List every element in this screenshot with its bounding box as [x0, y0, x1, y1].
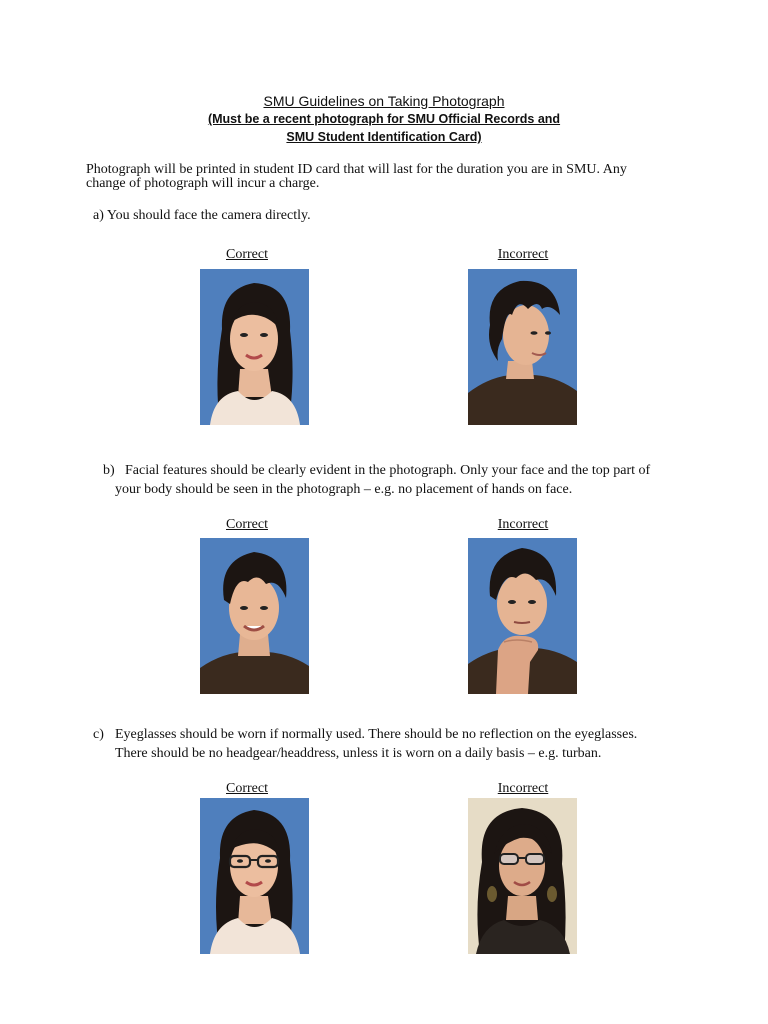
label-correct-a: Correct	[226, 247, 268, 262]
guideline-b-marker: b)	[103, 463, 115, 478]
photo-incorrect-hand-on-face	[468, 538, 577, 694]
intro-line-1: Photograph will be printed in student ID card that will last for the duration you are in SMU. Any	[86, 162, 627, 177]
photo-incorrect-face-turned	[468, 269, 577, 425]
guideline-b-line-1	[103, 461, 703, 480]
guideline-a-marker: a)	[93, 208, 104, 223]
guideline-c-line-1	[93, 725, 713, 744]
intro-paragraph	[86, 163, 686, 191]
guideline-b-text-2: your body should be seen in the photograph – e.g. no placement of hands on face.	[115, 482, 573, 497]
guideline-b	[103, 461, 703, 499]
subtitle-line-1: (Must be a recent photograph for SMU Official Records and	[207, 112, 561, 126]
guideline-c	[93, 725, 713, 763]
label-incorrect-a: Incorrect	[497, 247, 549, 262]
guideline-c-marker: c)	[93, 727, 104, 742]
intro-line-2: change of photograph will incur a charge.	[86, 176, 320, 191]
guideline-c-text-2: There should be no headgear/headdress, unless it is worn on a daily basis – e.g. turban.	[115, 746, 602, 761]
page-title: SMU Guidelines on Taking Photograph	[263, 93, 505, 109]
label-correct-b: Correct	[226, 517, 268, 532]
label-incorrect-c: Incorrect	[497, 781, 549, 796]
photo-correct-clear-features	[200, 538, 309, 694]
label-correct-c: Correct	[226, 781, 268, 796]
guideline-a	[93, 206, 311, 225]
photo-correct-eyeglasses	[200, 798, 309, 954]
subtitle-line-2: SMU Student Identification Card)	[286, 130, 482, 144]
photo-correct-face-camera	[200, 269, 309, 425]
guideline-a-text: You should face the camera directly.	[106, 208, 311, 223]
guideline-b-text-1: Facial features should be clearly evident in the photograph. Only your face and the top part of	[125, 463, 651, 478]
label-incorrect-b: Incorrect	[497, 517, 549, 532]
photo-incorrect-eyeglasses-background	[468, 798, 577, 954]
guideline-c-text-1: Eyeglasses should be worn if normally used. There should be no reflection on the eyeglasses.	[115, 727, 638, 742]
